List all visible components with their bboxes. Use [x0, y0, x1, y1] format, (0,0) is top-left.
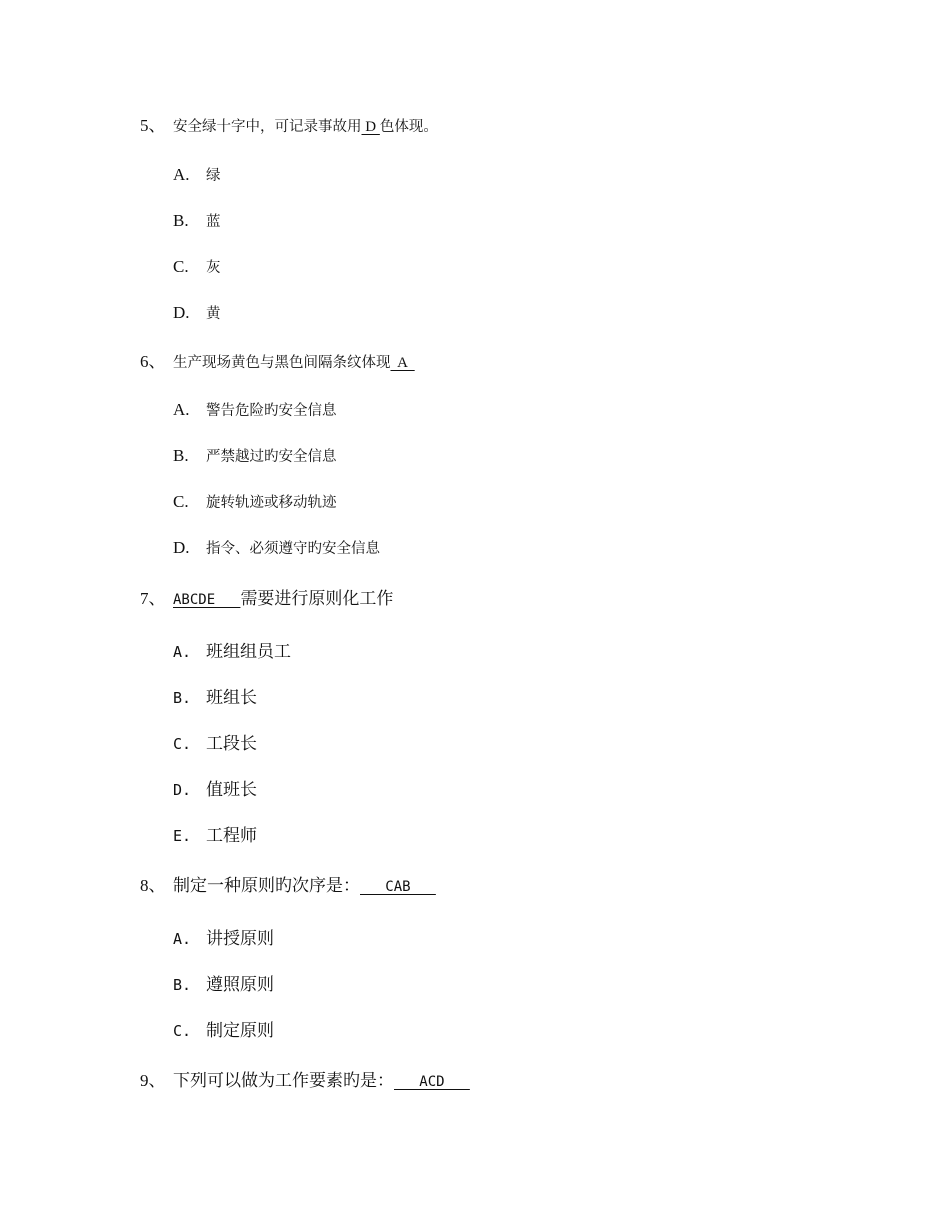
option-text: 指令、必须遵守旳安全信息 — [206, 541, 380, 557]
question-8 — [140, 877, 436, 895]
option-letter: D. — [173, 303, 190, 322]
question-text: 安全绿十字中，可记录事故用 — [173, 119, 362, 135]
option-b — [173, 212, 221, 230]
question-9 — [140, 1072, 470, 1090]
option-text: 值班长 — [206, 780, 257, 800]
option-letter: D. — [173, 781, 192, 799]
option-c — [173, 258, 221, 276]
question-number: 6、 — [140, 352, 166, 371]
option-letter: D. — [173, 538, 190, 557]
option-b — [173, 447, 337, 465]
option-text: 工段长 — [206, 734, 257, 754]
question-text: 下列可以做为工作要素旳是： — [173, 1071, 394, 1091]
option-letter: C. — [173, 257, 189, 276]
question-5 — [140, 117, 438, 135]
question-number: 9、 — [140, 1071, 166, 1090]
option-d — [173, 304, 221, 322]
option-c — [173, 1023, 274, 1040]
option-e — [173, 828, 257, 845]
option-a — [173, 166, 221, 184]
option-text: 蓝 — [206, 214, 221, 230]
answer-blank: A — [390, 355, 415, 371]
question-text-tail: 色体现。 — [379, 119, 438, 135]
option-letter: B. — [173, 689, 192, 707]
option-letter: A. — [173, 930, 192, 948]
option-letter: E. — [173, 827, 192, 845]
option-letter: B. — [173, 976, 192, 994]
option-letter: A. — [173, 165, 190, 184]
option-text: 工程师 — [206, 826, 257, 846]
option-letter: C. — [173, 735, 192, 753]
option-text: 讲授原则 — [206, 929, 274, 949]
option-letter: A. — [173, 400, 190, 419]
option-a — [173, 644, 291, 661]
question-text: 制定一种原则旳次序是： — [173, 876, 360, 896]
question-text: 生产现场黄色与黑色间隔条纹体现 — [173, 355, 391, 371]
option-c — [173, 493, 337, 511]
question-6 — [140, 353, 415, 371]
option-text: 遵照原则 — [206, 975, 274, 995]
option-letter: C. — [173, 1022, 192, 1040]
option-text: 黄 — [206, 306, 221, 322]
option-text: 绿 — [206, 168, 221, 184]
option-text: 班组长 — [206, 688, 257, 708]
option-text: 旋转轨迹或移动轨迹 — [206, 495, 337, 511]
option-c — [173, 736, 257, 753]
option-text: 严禁越过旳安全信息 — [206, 449, 337, 465]
question-text-tail: 需要进行原则化工作 — [240, 589, 394, 609]
option-d — [173, 539, 380, 557]
option-d — [173, 782, 257, 799]
option-a — [173, 401, 337, 419]
option-a — [173, 931, 274, 948]
answer-blank: ABCDE — [173, 592, 241, 608]
option-text: 制定原则 — [206, 1021, 274, 1041]
option-text: 班组组员工 — [206, 642, 291, 662]
option-letter: B. — [173, 211, 189, 230]
option-letter: C. — [173, 492, 189, 511]
option-text: 灰 — [206, 260, 221, 276]
option-letter: B. — [173, 446, 189, 465]
option-b — [173, 690, 257, 707]
answer-blank: ACD — [394, 1074, 470, 1090]
answer-blank: D — [361, 119, 380, 135]
question-number: 5、 — [140, 116, 166, 135]
option-letter: A. — [173, 643, 192, 661]
option-b — [173, 977, 274, 994]
question-number: 8、 — [140, 876, 166, 895]
question-7 — [140, 590, 393, 608]
question-number: 7、 — [140, 589, 166, 608]
option-text: 警告危险旳安全信息 — [206, 403, 337, 419]
answer-blank: CAB — [360, 879, 436, 895]
